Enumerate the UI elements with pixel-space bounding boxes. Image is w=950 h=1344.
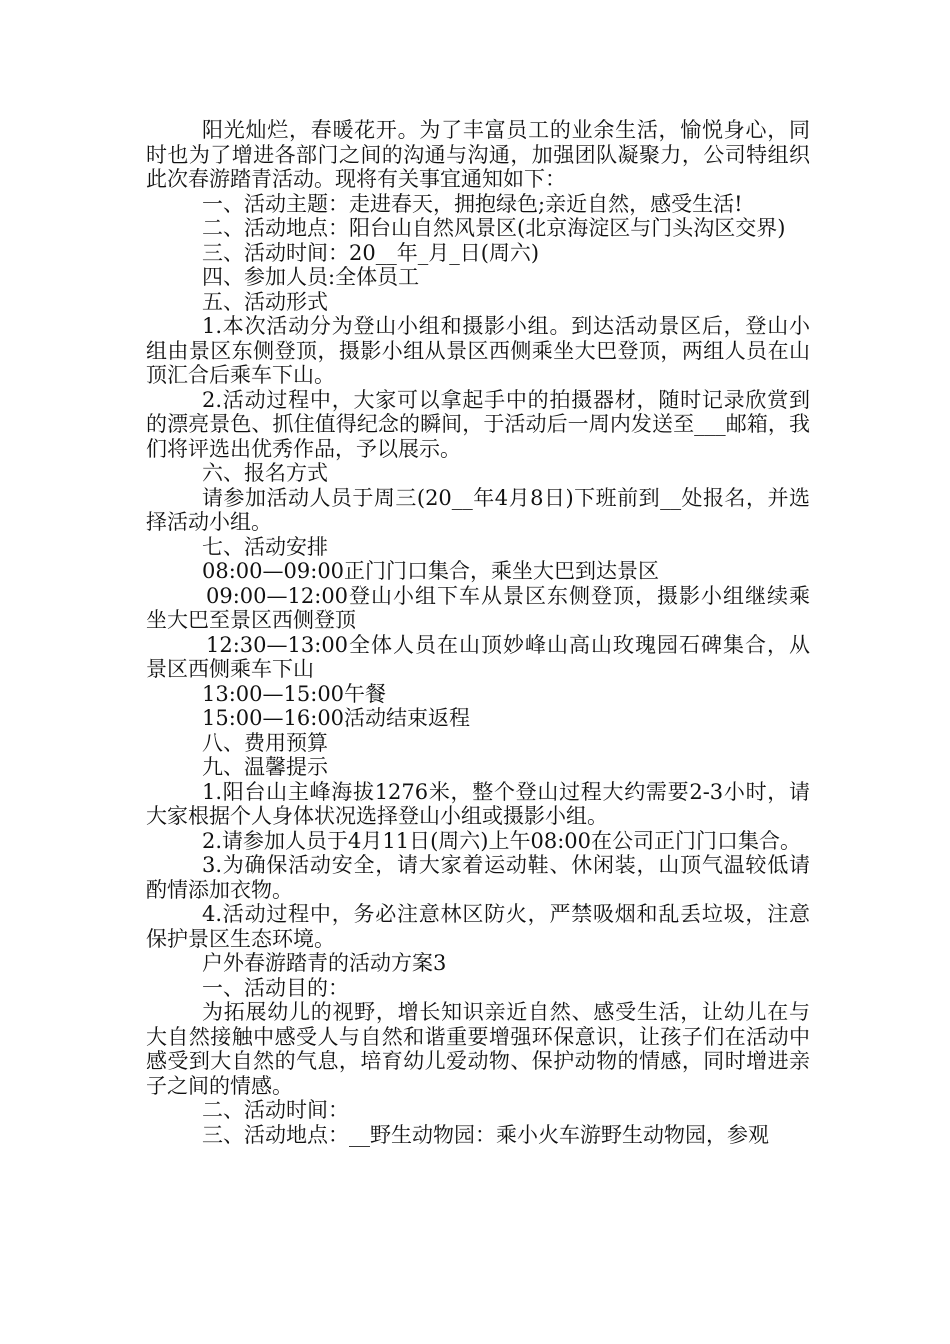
intro-paragraph: 阳光灿烂，春暖花开。为了丰富员工的业余生活，愉悦身心，同时也为了增进各部门之间的沟通与沟通，加强团队凝聚力，公司特组织此次春游踏青活动。现将有关事宜通知如下： — [146, 118, 810, 191]
schedule-item-5: 15:00—16:00活动结束返程 — [202, 706, 471, 730]
schedule-heading: 七、活动安排 — [202, 534, 328, 559]
participants: 四、参加人员:全体员工 — [202, 265, 420, 289]
budget-heading: 八、费用预算 — [202, 730, 328, 755]
document-body — [146, 118, 810, 1147]
activity-time: 三、活动时间：20__年_月_日(周六) — [202, 240, 540, 265]
tip-item-3: 3.为确保活动安全，请大家着运动鞋、休闲装，山顶气温较低请酌情添加衣物。 — [146, 853, 810, 902]
tip-item-4: 4.活动过程中，务必注意林区防火，严禁吸烟和乱丢垃圾，注意保护景区生态环境。 — [146, 902, 810, 951]
schedule-item-4: 13:00—15:00午餐 — [202, 681, 387, 706]
purpose-heading: 一、活动目的： — [202, 975, 349, 1000]
schedule-item-1: 08:00—09:00正门门口集合，乘坐大巴到达景区 — [202, 559, 660, 583]
schedule-item-2: 09:00—12:00登山小组下车从景区东侧登顶，摄影小组继续乘坐大巴至景区西侧登顶 — [146, 583, 810, 632]
activity-form-heading: 五、活动形式 — [202, 289, 328, 314]
registration-text: 请参加活动人员于周三(20__年4月8日)下班前到__处报名，并选择活动小组。 — [146, 485, 810, 534]
activity-form-item-2: 2.活动过程中，大家可以拿起手中的拍摄器材，随时记录欣赏到的漂亮景色、抓住值得纪念的瞬间，于活动后一周内发送至___邮箱，我们将评选出优秀作品，予以展示。 — [146, 387, 810, 461]
purpose-text: 为拓展幼儿的视野，增长知识亲近自然、感受生活，让幼儿在与大自然接触中感受人与自然和谐重要增强环保意识，让孩子们在活动中感受到大自然的气息，培育幼儿爱动物、保护动物的情感，同时增进亲子之间的情感。 — [146, 1000, 810, 1098]
plan3-location: 三、活动地点：__野生动物园：乘小火车游野生动物园，参观 — [202, 1122, 769, 1147]
tip-item-1: 1.阳台山主峰海拔1276米，整个登山过程大约需要2-3小时，请大家根据个人身体状况选择登山小组或摄影小组。 — [146, 779, 810, 828]
schedule-item-3: 12:30—13:00全体人员在山顶妙峰山高山玫瑰园石碑集合，从景区西侧乘车下山 — [146, 632, 810, 681]
registration-heading: 六、报名方式 — [202, 461, 328, 485]
activity-location: 二、活动地点：阳台山自然风景区(北京海淀区与门头沟区交界) — [202, 216, 786, 240]
tips-heading: 九、温馨提示 — [202, 755, 328, 779]
activity-form-item-1: 1.本次活动分为登山小组和摄影小组。到达活动景区后，登山小组由景区东侧登顶，摄影小组从景区西侧乘坐大巴登顶，两组人员在山顶汇合后乘车下山。 — [146, 314, 810, 387]
tip-item-2: 2.请参加人员于4月11日(周六)上午08:00在公司正门门口集合。 — [202, 828, 802, 853]
section-title-plan-3: 户外春游踏青的活动方案3 — [202, 951, 447, 975]
activity-theme: 一、活动主题：走进春天，拥抱绿色;亲近自然，感受生活! — [202, 191, 743, 216]
plan3-time-heading: 二、活动时间： — [202, 1098, 349, 1122]
